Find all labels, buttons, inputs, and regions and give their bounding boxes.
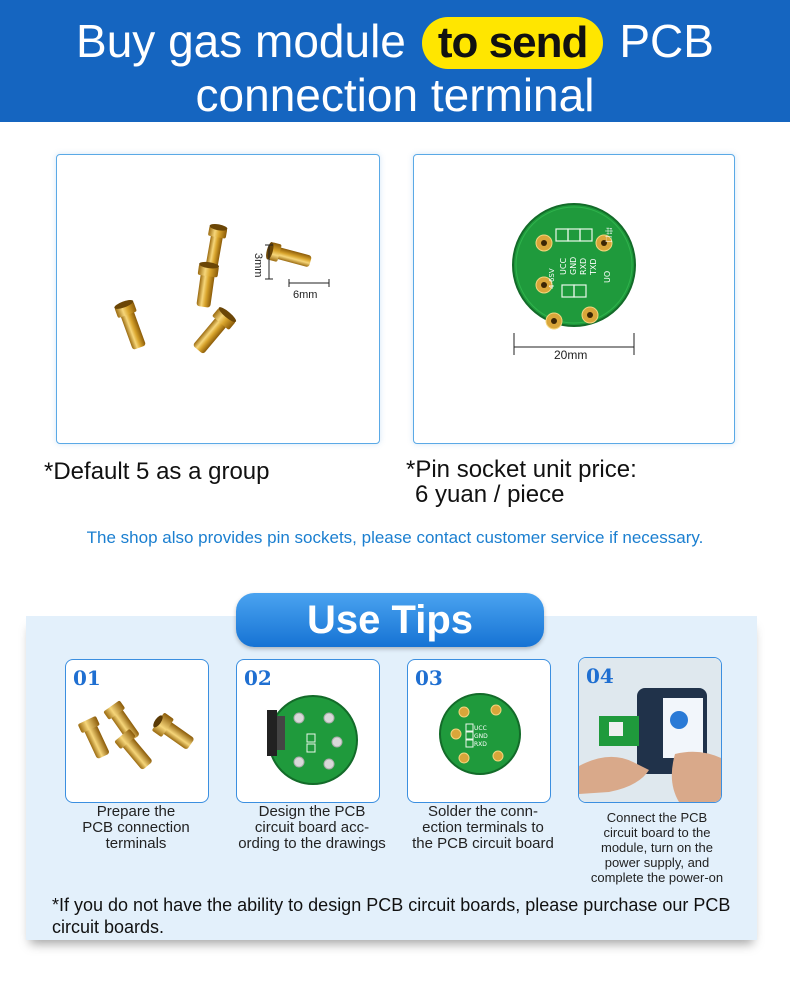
pcb-photo <box>413 154 735 444</box>
step-01-number: 01 <box>73 666 101 690</box>
step-02-card <box>236 659 380 803</box>
step-01-card <box>65 659 209 803</box>
headline-part-2: PCB <box>619 15 714 67</box>
svg-text:UCC: UCC <box>474 725 487 732</box>
dimension-height-label: 3mm <box>252 253 264 278</box>
brass-terminals-illustration <box>57 155 379 443</box>
dimension-diameter-label: 20mm <box>554 348 588 362</box>
board-label-6: UO <box>603 270 612 283</box>
price-caption-line-1: *Pin socket unit price: <box>406 456 637 483</box>
step-03-number: 03 <box>415 666 443 690</box>
step-04-caption: Connect the PCB circuit board to the module, turn on the power supply, and complete the power-on <box>590 810 724 885</box>
board-label-3: GND <box>569 256 578 275</box>
headline-line-1 <box>0 14 790 69</box>
dimension-length-label: 6mm <box>293 289 318 301</box>
board-label-1: 串口 <box>604 227 613 243</box>
svg-text:GND: GND <box>474 733 488 740</box>
step-02-number: 02 <box>244 666 272 690</box>
step-04-number: 04 <box>586 664 614 688</box>
use-tips-title: Use Tips <box>236 593 544 647</box>
header-banner <box>0 0 790 122</box>
headline-line-2: connection terminal <box>195 69 595 121</box>
step-03-caption: Solder the conn- ection terminals to the PCB circuit board <box>412 803 554 852</box>
step-02-caption: Design the PCB circuit board acc- ording to the drawings <box>238 803 386 852</box>
step-04-card <box>578 657 722 803</box>
terminals-photo <box>56 154 380 444</box>
shop-notice: The shop also provides pin sockets, please contact customer service if necessary. <box>86 528 704 547</box>
step-03-card <box>407 659 551 803</box>
svg-text:RXD: RXD <box>474 741 487 748</box>
board-label-7: 4-6SV <box>548 268 556 289</box>
board-label-5: TXD <box>589 258 598 275</box>
round-pcb-illustration <box>414 155 734 443</box>
price-caption-line-2: 6 yuan / piece <box>415 481 565 508</box>
board-label-2: UCC <box>559 257 568 275</box>
step-01-caption: Prepare the PCB connection terminals <box>82 803 190 852</box>
pcb-purchase-footnote: *If you do not have the ability to design PCB circuit boards, please purchase our PCB circuit boards. <box>52 895 731 937</box>
board-label-4: RXD <box>579 257 588 275</box>
headline-highlight-pill: to send <box>422 17 603 69</box>
terminals-caption: *Default 5 as a group <box>44 458 270 485</box>
headline-part-1: Buy gas module <box>76 15 406 67</box>
